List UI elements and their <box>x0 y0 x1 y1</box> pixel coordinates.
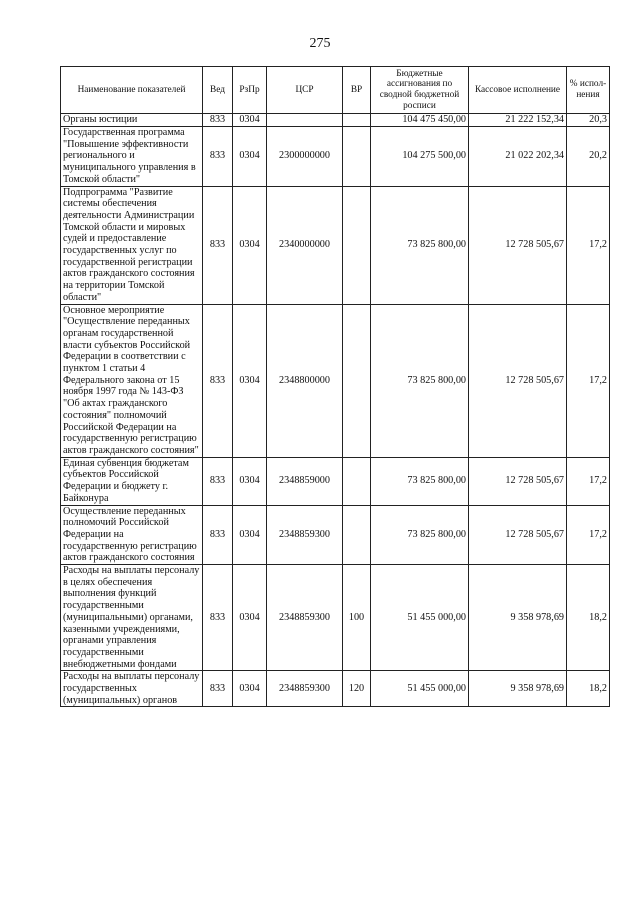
cell-percent: 20,3 <box>567 114 610 127</box>
cell-assigned: 104 475 450,00 <box>371 114 469 127</box>
cell-vr: 120 <box>343 671 371 707</box>
cell-vr <box>343 304 371 457</box>
cell-name: Расходы на выплаты персоналу государственных (муниципальных) органов <box>61 671 203 707</box>
table-body <box>61 114 610 707</box>
cell-ved: 833 <box>203 505 233 565</box>
cell-rzpr: 0304 <box>233 457 267 505</box>
cell-csr: 2348859000 <box>267 457 343 505</box>
cell-assigned: 51 455 000,00 <box>371 565 469 671</box>
cell-rzpr: 0304 <box>233 114 267 127</box>
header-csr: ЦСР <box>267 67 343 114</box>
cell-csr: 2300000000 <box>267 127 343 187</box>
header-executed: Кассовое исполнение <box>469 67 567 114</box>
cell-ved: 833 <box>203 114 233 127</box>
cell-percent: 18,2 <box>567 671 610 707</box>
cell-executed: 12 728 505,67 <box>469 304 567 457</box>
cell-percent: 17,2 <box>567 186 610 304</box>
cell-vr <box>343 186 371 304</box>
cell-csr: 2348859300 <box>267 505 343 565</box>
cell-percent: 20,2 <box>567 127 610 187</box>
table-row <box>61 457 610 505</box>
table-row <box>61 304 610 457</box>
header-vr: ВР <box>343 67 371 114</box>
cell-csr: 2348859300 <box>267 565 343 671</box>
cell-csr: 2348859300 <box>267 671 343 707</box>
cell-name: Основное мероприятие "Осуществление переданных органам государственной власти субъектов Российской Федерации в соответствии с пунктом 1 статьи 4 Федерального закона от 15 ноября 1997 года № 143-ФЗ "Об актах гражданского состояния" полномочий Российской Федерации на государственную регистрацию актов гражданского состояния" <box>61 304 203 457</box>
cell-vr <box>343 457 371 505</box>
cell-rzpr: 0304 <box>233 186 267 304</box>
cell-vr <box>343 127 371 187</box>
table-row <box>61 186 610 304</box>
cell-ved: 833 <box>203 186 233 304</box>
cell-name: Подпрограмма "Развитие системы обеспечения деятельности Администрации Томской области и мировых судей и предоставление государственных услуг по государственной регистрации актов гражданского состояния на территории Томской области" <box>61 186 203 304</box>
page-number: 275 <box>309 36 331 51</box>
cell-executed: 12 728 505,67 <box>469 457 567 505</box>
cell-percent: 18,2 <box>567 565 610 671</box>
cell-executed: 12 728 505,67 <box>469 505 567 565</box>
cell-ved: 833 <box>203 304 233 457</box>
cell-executed: 9 358 978,69 <box>469 565 567 671</box>
cell-rzpr: 0304 <box>233 565 267 671</box>
cell-name: Государственная программа "Повышение эффективности регионального и муниципального управления в Томской области" <box>61 127 203 187</box>
table-row <box>61 114 610 127</box>
cell-rzpr: 0304 <box>233 304 267 457</box>
table-row <box>61 127 610 187</box>
cell-ved: 833 <box>203 457 233 505</box>
cell-name: Осуществление переданных полномочий Российской Федерации на государственную регистрацию актов гражданского состояния <box>61 505 203 565</box>
cell-rzpr: 0304 <box>233 127 267 187</box>
cell-percent: 17,2 <box>567 304 610 457</box>
cell-name: Расходы на выплаты персоналу в целях обеспечения выполнения функций государственными (муниципальными) органами, казенными учреждениями, органами управления государственными внебюджетными фондами <box>61 565 203 671</box>
budget-execution-table <box>60 66 610 707</box>
cell-percent: 17,2 <box>567 505 610 565</box>
cell-vr <box>343 505 371 565</box>
header-percent: % испол-нения <box>567 67 610 114</box>
cell-assigned: 73 825 800,00 <box>371 304 469 457</box>
cell-executed: 21 222 152,34 <box>469 114 567 127</box>
cell-name: Органы юстиции <box>61 114 203 127</box>
cell-ved: 833 <box>203 565 233 671</box>
cell-vr: 100 <box>343 565 371 671</box>
cell-assigned: 73 825 800,00 <box>371 505 469 565</box>
table-row <box>61 671 610 707</box>
cell-assigned: 104 275 500,00 <box>371 127 469 187</box>
cell-percent: 17,2 <box>567 457 610 505</box>
cell-ved: 833 <box>203 671 233 707</box>
cell-assigned: 73 825 800,00 <box>371 457 469 505</box>
cell-csr: 2340000000 <box>267 186 343 304</box>
cell-rzpr: 0304 <box>233 505 267 565</box>
cell-assigned: 73 825 800,00 <box>371 186 469 304</box>
cell-csr: 2348800000 <box>267 304 343 457</box>
table-row <box>61 565 610 671</box>
cell-csr <box>267 114 343 127</box>
cell-ved: 833 <box>203 127 233 187</box>
cell-executed: 12 728 505,67 <box>469 186 567 304</box>
cell-executed: 9 358 978,69 <box>469 671 567 707</box>
header-ved: Вед <box>203 67 233 114</box>
cell-assigned: 51 455 000,00 <box>371 671 469 707</box>
cell-rzpr: 0304 <box>233 671 267 707</box>
cell-vr <box>343 114 371 127</box>
header-rzpr: РзПр <box>233 67 267 114</box>
header-name: Наименование показателей <box>61 67 203 114</box>
cell-name: Единая субвенция бюджетам субъектов Российской Федерации и бюджету г. Байконура <box>61 457 203 505</box>
cell-executed: 21 022 202,34 <box>469 127 567 187</box>
header-assigned: Бюджетные ассигнования по сводной бюджетной росписи <box>371 67 469 114</box>
table-header-row <box>61 67 610 114</box>
table-row <box>61 505 610 565</box>
